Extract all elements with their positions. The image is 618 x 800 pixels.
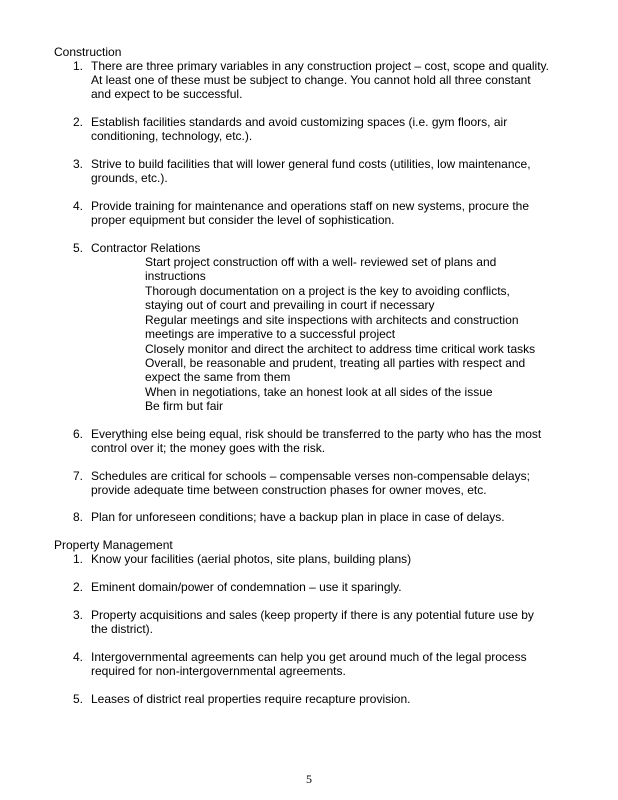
list-item-text: Intergovernmental agreements can help you get around much of the legal process required for non-intergovernmental agreements. <box>91 650 527 678</box>
item-number: 6. <box>73 427 84 441</box>
bullet-text: Be firm but fair <box>145 399 224 413</box>
bullet-text: Regular meetings and site inspections with architects and construction meetings are imperative to a successful project <box>145 313 519 341</box>
item-number: 4. <box>73 650 84 664</box>
list-item-text: Schedules are critical for schools – compensable verses non-compensable delays; provide adequate time between construction phases for owner moves, etc. <box>91 469 530 497</box>
list-item-text: Eminent domain/power of condemnation – use it sparingly. <box>91 580 402 594</box>
item-number: 8. <box>73 510 84 524</box>
item-number: 2. <box>73 580 84 594</box>
bullet-text: Closely monitor and direct the architect to address time critical work tasks <box>145 342 536 356</box>
item-number: 3. <box>73 608 84 622</box>
list-item-text: Know your facilities (aerial photos, site plans, building plans) <box>91 552 412 566</box>
bullet-text: When in negotiations, take an honest look at all sides of the issue <box>145 385 493 399</box>
list-item-text: Property acquisitions and sales (keep property if there is any potential future use by the district). <box>91 608 534 636</box>
list-item-text: There are three primary variables in any construction project – cost, scope and quality. At least one of these must be subject to change. You cannot hold all three constant and expect to be successful. <box>91 59 550 101</box>
item-number: 2. <box>73 115 84 129</box>
bullet-text: Thorough documentation on a project is the key to avoiding conflicts, staying out of court and prevailing in court if necessary <box>145 284 510 312</box>
item-number: 5. <box>73 241 84 255</box>
list-item-text: Everything else being equal, risk should be transferred to the party who has the most control over it; the money goes with the risk. <box>91 427 542 455</box>
item-number: 5. <box>73 692 84 706</box>
list-item-text: Provide training for maintenance and operations staff on new systems, procure the proper equipment but consider the level of sophistication. <box>91 199 530 227</box>
list-item-text: Contractor Relations <box>91 241 201 255</box>
item-number: 7. <box>73 469 84 483</box>
section-heading-property-management: Property Management <box>54 538 173 552</box>
bullet-text: Start project construction off with a well- reviewed set of plans and instructions <box>145 255 497 283</box>
page-number: 5 <box>306 772 312 786</box>
item-number: 4. <box>73 199 84 213</box>
item-number: 1. <box>73 552 84 566</box>
list-item-text: Strive to build facilities that will lower general fund costs (utilities, low maintenance, grounds, etc.). <box>91 157 531 185</box>
bullet-text: Overall, be reasonable and prudent, treating all parties with respect and expect the same from them <box>145 356 526 384</box>
item-number: 1. <box>73 59 84 73</box>
list-item-text: Establish facilities standards and avoid customizing spaces (i.e. gym floors, air conditioning, technology, etc.). <box>91 115 508 143</box>
list-item-text: Plan for unforeseen conditions; have a backup plan in place in case of delays. <box>91 510 505 524</box>
item-number: 3. <box>73 157 84 171</box>
list-item-text: Leases of district real properties require recapture provision. <box>91 692 411 706</box>
section-heading-construction: Construction <box>54 45 122 59</box>
